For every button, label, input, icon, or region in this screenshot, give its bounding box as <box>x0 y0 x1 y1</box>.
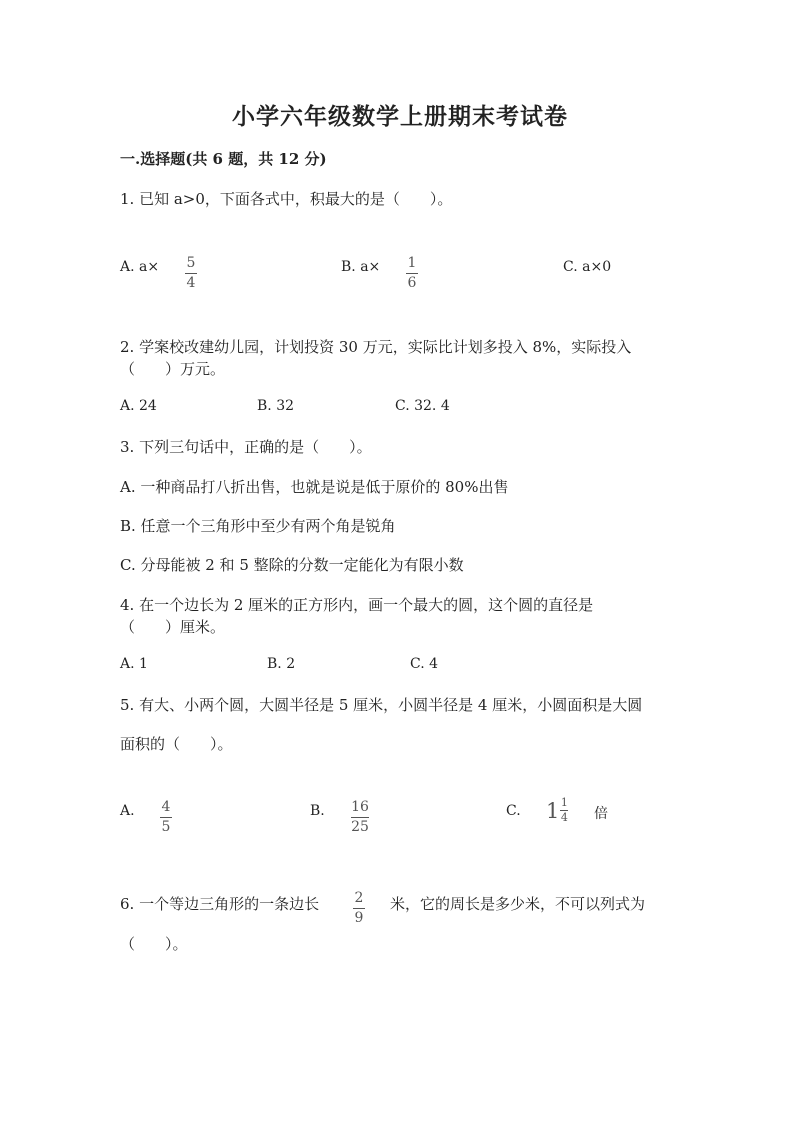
q1-option-a-fraction <box>185 252 197 292</box>
q5-option-c-mixed-number <box>546 797 568 824</box>
q5-option-a-fraction <box>160 796 172 836</box>
q3-option-a: A. 一种商品打八折出售，也就是说是低于原价的 80%出售 <box>120 478 509 496</box>
question-6-line-2: （ ）。 <box>120 935 188 953</box>
question-4-line-2: （ ）厘米。 <box>120 618 226 636</box>
question-3-text: 3. 下列三句话中，正确的是（ ）。 <box>120 438 372 456</box>
fraction-numerator: 2 <box>354 890 364 906</box>
fraction-denominator: 9 <box>354 910 364 926</box>
question-2-line-2: （ ）万元。 <box>120 360 226 378</box>
q5-option-c-suffix: 倍 <box>594 806 608 822</box>
q4-option-c: C. 4 <box>410 656 439 672</box>
q2-option-c: C. 32. 4 <box>395 398 450 414</box>
question-5-line-1: 5. 有大、小两个圆，大圆半径是 5 厘米，小圆半径是 4 厘米，小圆面积是大圆 <box>120 696 643 714</box>
question-6-line-1-post: 米，它的周长是多少米，不可以列式为 <box>390 895 646 913</box>
fraction-denominator: 6 <box>407 275 417 291</box>
q5-option-b-label: B. <box>310 803 325 819</box>
fraction-denominator: 4 <box>560 811 568 824</box>
q3-option-c: C. 分母能被 2 和 5 整除的分数一定能化为有限小数 <box>120 556 464 574</box>
section-heading: 一.选择题(共 6 题，共 12 分) <box>120 150 327 168</box>
q5-option-a-label: A. <box>120 803 135 819</box>
q4-option-b: B. 2 <box>267 656 296 672</box>
q1-option-b-fraction <box>406 252 418 292</box>
fraction-numerator: 4 <box>161 799 171 815</box>
q5-option-c-label: C. <box>506 803 521 819</box>
q1-option-b-label: B. a× <box>341 259 381 275</box>
q4-option-a: A. 1 <box>120 656 148 672</box>
page-title: 小学六年级数学上册期末考试卷 <box>232 103 568 130</box>
question-1-text: 1. 已知 a>0，下面各式中，积最大的是（ ）。 <box>120 190 453 208</box>
question-4-line-1: 4. 在一个边长为 2 厘米的正方形内，画一个最大的圆，这个圆的直径是 <box>120 596 594 614</box>
q2-option-a: A. 24 <box>120 398 157 414</box>
fraction-denominator: 4 <box>186 275 196 291</box>
q2-option-b: B. 32 <box>257 398 295 414</box>
q1-option-a-label: A. a× <box>120 259 160 275</box>
mixed-whole: 1 <box>546 798 560 823</box>
q5-option-b-fraction <box>351 796 369 836</box>
fraction-numerator: 1 <box>560 796 568 809</box>
fraction-denominator: 5 <box>161 819 171 835</box>
fraction-numerator: 16 <box>351 799 369 815</box>
q3-option-b: B. 任意一个三角形中至少有两个角是锐角 <box>120 517 396 535</box>
q6-fraction <box>353 887 365 927</box>
q1-option-c: C. a×0 <box>563 259 612 275</box>
question-2-line-1: 2. 学案校改建幼儿园，计划投资 30 万元，实际比计划多投入 8%，实际投入 <box>120 338 632 356</box>
question-5-line-2: 面积的（ ）。 <box>120 735 233 753</box>
fraction-denominator: 25 <box>351 819 369 835</box>
fraction-numerator: 5 <box>186 255 196 271</box>
question-6-line-1-pre: 6. 一个等边三角形的一条边长 <box>120 895 320 913</box>
fraction-numerator: 1 <box>407 255 417 271</box>
